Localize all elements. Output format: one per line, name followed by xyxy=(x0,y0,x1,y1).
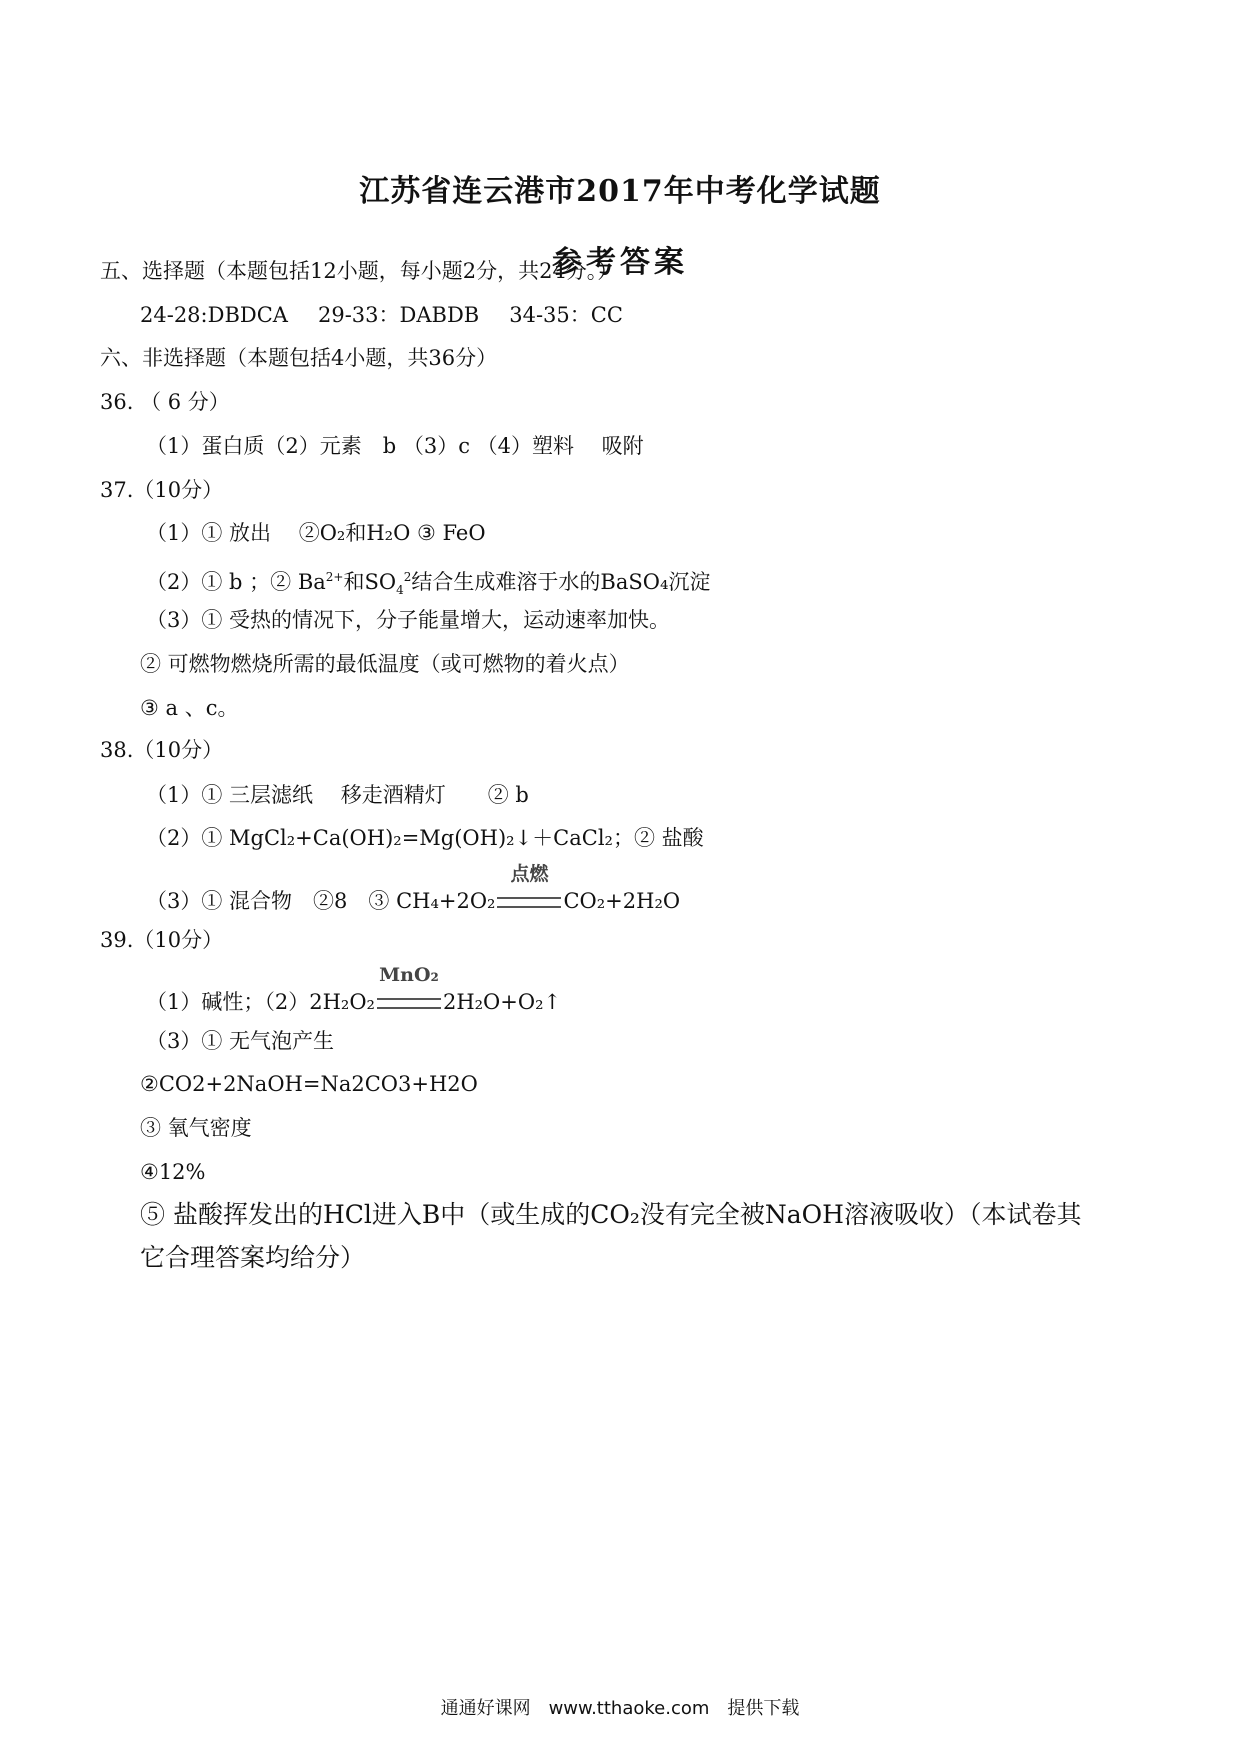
q39-line2: （3）① 无气泡产生 xyxy=(146,1029,335,1053)
page-title: 江苏省连云港市2017年中考化学试题 xyxy=(359,174,881,209)
page-footer: 通通好课网 www.tthaoke.com 提供下载 xyxy=(440,1698,800,1719)
q37-line3: （3）① 受热的情况下，分子能量增大，运动速率加快。 xyxy=(146,608,671,632)
q39-line1 xyxy=(146,964,562,1017)
q39-line3: ②CO2+2NaOH=Na2CO3+H2O xyxy=(140,1072,478,1096)
q37-line2-part-c: 结合生成难溶于水的BaSO₄沉淀 xyxy=(411,570,711,594)
combustion-condition-arrow xyxy=(497,863,561,916)
q37-line4: ② 可燃物燃烧所需的最低温度（或可燃物的着火点） xyxy=(140,652,630,676)
q37-heading: 37.（10分） xyxy=(100,478,224,502)
q39-line7: 它合理答案均给分） xyxy=(140,1243,366,1272)
q37-line2-part-a: （2）① b ；② Ba xyxy=(146,570,326,594)
section6-heading: 六、非选择题（本题包括4小题，共36分） xyxy=(100,346,498,370)
q38-line3 xyxy=(146,863,681,916)
q39-line1-products: 2H₂O+O₂↑ xyxy=(442,990,562,1014)
q38-line1: （1）① 三层滤纸 移走酒精灯 ② b xyxy=(146,783,529,807)
catalyst-label: MnO₂ xyxy=(379,964,439,986)
ignite-condition-label: 点燃 xyxy=(510,863,549,885)
q37-line1: （1）① 放出 ②O₂和H₂O ③ FeO xyxy=(146,521,486,545)
q37-line5: ③ a 、c。 xyxy=(140,696,239,720)
q38-line2: （2）① MgCl₂+Ca(OH)₂=Mg(OH)₂↓＋CaCl₂；② 盐酸 xyxy=(146,826,704,850)
q36-answer: （1）蛋白质（2）元素 b （3）c （4）塑料 吸附 xyxy=(146,434,644,458)
q38-line3-reactants: （3）① 混合物 ②8 ③ CH₄+2O₂ xyxy=(146,889,496,913)
q36-heading: 36. （ 6 分） xyxy=(100,390,230,414)
q38-line3-products: CO₂+2H₂O xyxy=(563,889,681,913)
q39-line4: ③ 氧气密度 xyxy=(140,1116,252,1140)
q37-line2 xyxy=(146,562,710,605)
catalyst-condition-arrow xyxy=(377,964,441,1017)
q39-line5: ④12% xyxy=(140,1160,206,1184)
answer-group-1: 24-28:DBDCA xyxy=(140,303,288,327)
barium-charge: 2+ xyxy=(325,570,344,584)
answer-group-2: 29-33：DABDB xyxy=(317,303,480,327)
q39-line1-reactants: （1）碱性；（2）2H₂O₂ xyxy=(146,990,375,1014)
answer-group-3: 34-35：CC xyxy=(509,303,623,327)
q38-heading: 38.（10分） xyxy=(100,738,224,762)
section5-answers xyxy=(140,300,623,330)
sulfate-charge: 2 xyxy=(403,570,412,584)
page-subtitle: 参考答案 xyxy=(552,245,688,280)
q37-line2-part-b: 和SO xyxy=(343,570,397,594)
q39-heading: 39.（10分） xyxy=(100,928,224,952)
q39-line6: ⑤ 盐酸挥发出的HCl进入B中（或生成的CO₂没有完全被NaOH溶液吸收）（本试卷其 xyxy=(140,1200,1082,1229)
section5-heading: 五、选择题（本题包括12小题，每小题2分，共24分。） xyxy=(100,259,619,283)
sulfate-subscript: 4 xyxy=(396,583,404,598)
